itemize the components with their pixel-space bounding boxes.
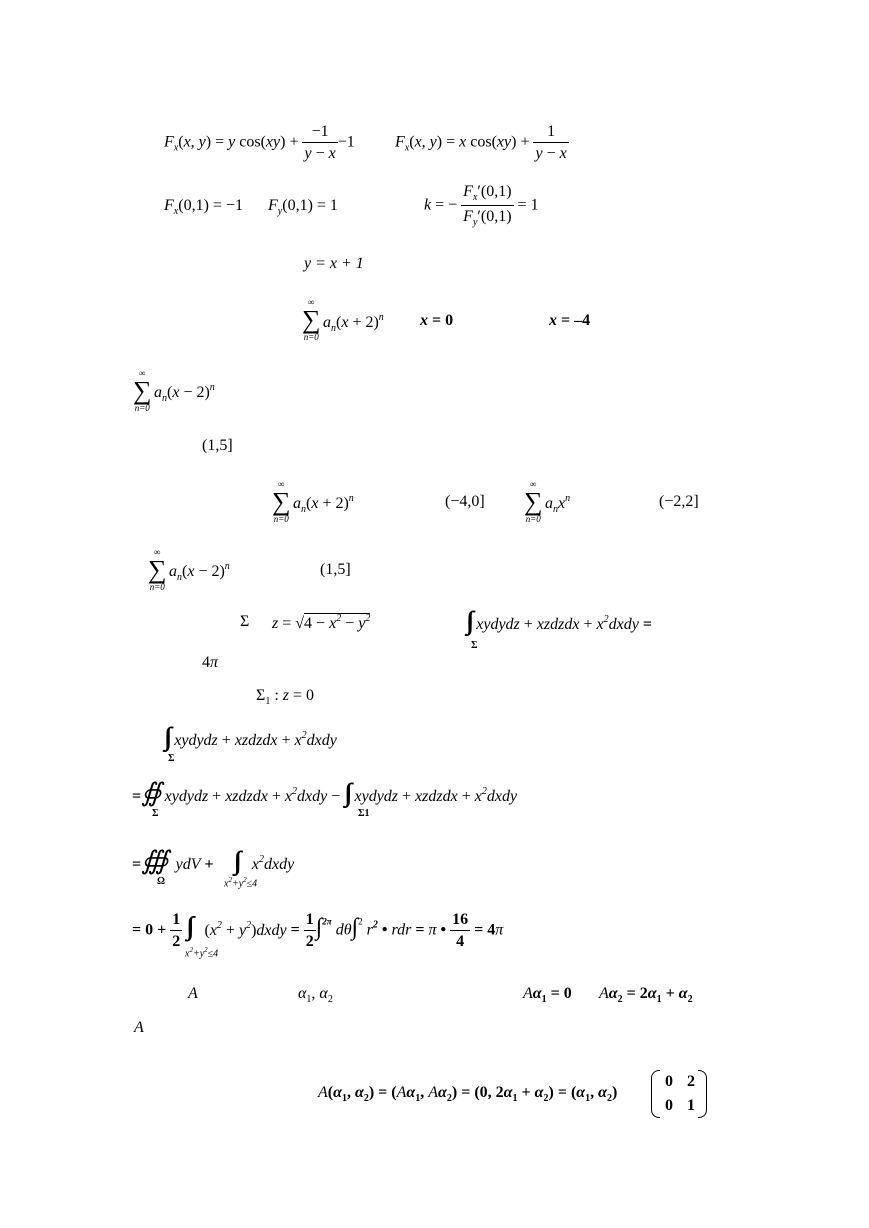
step1-integral: ∫∫ xydydz + xzdzdx + $x^2dxdy$ xyxy=(164,722,337,751)
interval-minus2-2: (−2,2] xyxy=(659,493,699,510)
fx-definition: $F_x(x$, y) = y cos(xy) + $\frac{-1}{y - x}$ −1 xyxy=(164,123,355,162)
slope-formula: k = − $\frac{F_x'(0,1)}{F_y'(0,1)}$ = 1 xyxy=(424,183,539,228)
sum-symbol-4: ∞ ∑ n=0 xyxy=(524,479,543,524)
step3-limit-omega: Ω xyxy=(157,876,166,887)
sum-symbol-3: ∞ ∑ n=0 xyxy=(272,479,291,524)
answer-4pi: 4π xyxy=(202,654,219,671)
x-equals-minus-4: x = –4 xyxy=(549,312,591,329)
fx-value: $F_x(0,1) = -1$ xyxy=(164,197,243,217)
matrix-cell-1-0: 0 xyxy=(665,1097,673,1114)
step2-integral: =∯ xydydz + xzdzdx + $x^2dxdy$ − ∫∫ xydydz + xzdzdx + $x^2dxdy$ xyxy=(132,778,518,807)
interval-1-5-b: (1,5] xyxy=(320,561,351,578)
series-5: $a_n(x - 2)^n$ xyxy=(169,561,230,583)
matrix-cell-0-1: 2 xyxy=(687,1073,695,1090)
series-1: $a_n(x + 2)^n$ xyxy=(323,312,384,334)
sum-symbol-5: ∞ ∑ n=0 xyxy=(148,547,167,592)
series-2: $a_n(x - 2)^n$ xyxy=(154,382,215,404)
matrix-2x2 xyxy=(651,1070,707,1118)
x-equals-0: x = 0 xyxy=(420,312,454,329)
matrix-cell-1-1: 1 xyxy=(687,1097,695,1114)
sigma1-plane: $\Sigma_1$ : z = 0 xyxy=(256,687,315,707)
series-3: $a_n(x + 2)^n$ xyxy=(293,493,354,515)
fy-definition: $F_x(x$, y) = x cos(xy) + $\frac{1}{y - x}$ xyxy=(395,123,567,162)
sigma-symbol: Σ xyxy=(240,613,250,630)
matrix-A-label: A xyxy=(188,985,198,1002)
sum-symbol-2: ∞ ∑ n=0 xyxy=(133,368,152,413)
matrix-A-label-2: A xyxy=(134,1019,144,1036)
A-alpha2: $A\alpha_2 = 2\alpha_1 + \alpha_2$ xyxy=(599,985,693,1005)
interval-1-5: (1,5] xyxy=(202,437,233,454)
fy-value: $F_y(0,1) = 1$ xyxy=(268,197,338,217)
step2-limit-sigma1: Σ1 xyxy=(358,808,370,819)
step2-limit-sigma: Σ xyxy=(152,808,159,819)
surface-integral-question: ∫∫ xydydz + xzdzdx + $x^2dxdy$ = xyxy=(466,606,652,635)
interval-minus4-0: (−4,0] xyxy=(445,493,485,510)
series-4: $a_nx^n$ xyxy=(545,493,571,515)
basis-alphas: $\alpha_1$, $\alpha_2$ xyxy=(298,985,333,1005)
step4-limit-disk: $x^2+y^2\le 4$ xyxy=(185,946,219,960)
matrix-equation: $A(\alpha_1$, $\alpha_2) = (A\alpha_1$, $A\alpha_2) = (0$, $2\alpha_1 + \alpha_2) = (\alpha_1$, $\alpha_2$) xyxy=(318,1084,618,1104)
matrix-cell-0-0: 0 xyxy=(665,1073,673,1090)
surface-equation: $z = √4 - x^2 - y^2$ xyxy=(272,613,371,632)
step3-integral: =∰ ydV + ∫∫ $x^2dxdy$ xyxy=(132,846,295,875)
step3-limit-disk: $x^2+y^2\le 4$ xyxy=(224,876,258,890)
step4-integral: = 0 + $\frac{1}{2}$ ∫∫ ($x^2$ + $y^2)dxdy$ = $\frac{1}{2}$ ∫$^{2\pi}$ dθ∫$^2$ $r^2$ • rdr = π • $\frac{16}{4}$ = 4π xyxy=(132,911,504,950)
A-alpha1: $A\alpha_1 = 0$ xyxy=(523,985,572,1005)
step1-limit: Σ xyxy=(168,753,175,764)
tangent-line: y = x + 1 xyxy=(304,255,364,272)
sum-symbol-1: ∞ ∑ n=0 xyxy=(302,297,321,342)
integral-limit-sigma: Σ xyxy=(471,640,478,651)
